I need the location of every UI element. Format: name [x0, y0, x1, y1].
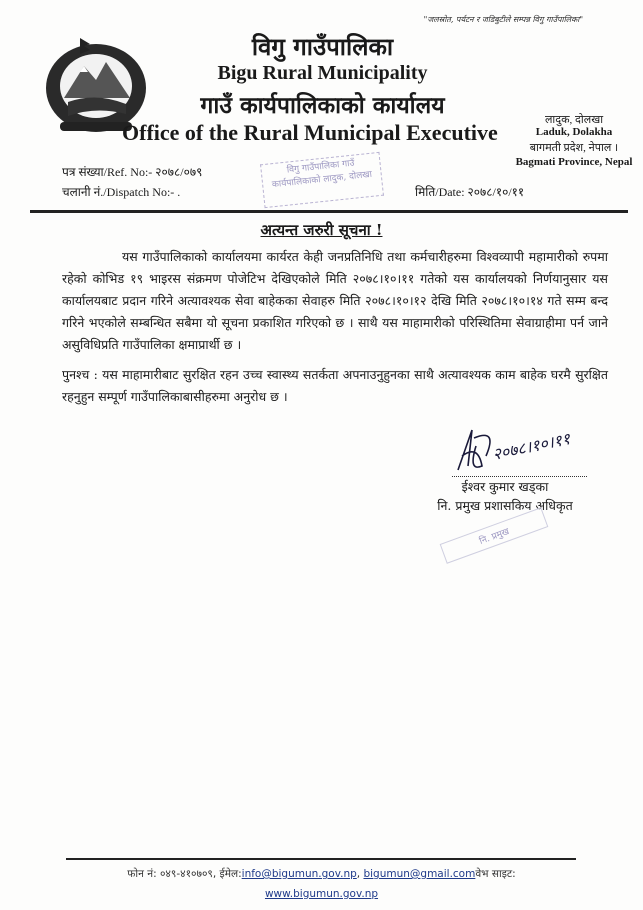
signature-block: [400, 426, 610, 546]
address-line: लादुक, दोलखा: [544, 114, 604, 126]
footer-web-label: वेभ साइट:: [475, 868, 516, 880]
designation-stamp: नि. प्रमुख: [440, 507, 549, 564]
footer-contact: [0, 864, 643, 904]
signatory-name: ईश्वर कुमार खड्का: [461, 479, 549, 494]
office-nepali: गाउँ कार्यपालिकाको कार्यालय: [200, 92, 445, 119]
office-english: Office of the Rural Municipal Executive: [122, 120, 498, 145]
footer-separator: ,: [356, 868, 364, 880]
footer-divider: [66, 858, 576, 860]
dispatch-number: चलानी नं./Dispatch No:- .: [62, 185, 181, 199]
title-english: Bigu Rural Municipality: [217, 62, 428, 84]
website-link[interactable]: www.bigumun.gov.np: [264, 888, 379, 900]
notice-paragraph: यस गाउँपालिकाको कार्यालयमा कार्यरत केही जनप्रतिनिधि तथा कर्मचारीहरुमा विश्वव्यापी महामारीको रुपमा रहेको कोभिड १९ भाइरस संक्रमण पोजेटिभ देखिएकोले मिति २०७८।१०।११ गतेको यस कार्यालयको निर्णयानुसार यस कार्यालयबाट प्रदान गरिने अत्यावश्यक सेवा बाहेकका सेवाहरु मिति २०७८।१०।१२ देखि मिति २०७८।१०।१४ गते सम्म बन्द गरिने भएकोले सम्बन्धित सबैमा यो सूचना प्रकाशित गरिएको छ । साथै यस माहामारीको परिस्थितिमा सेवाग्राहीमा पर्न जाने असुविधिप्रति गाउँपालिका क्षमाप्रार्थी छ ।: [62, 249, 608, 352]
header-divider: [30, 210, 628, 213]
letter-date: मिति/Date: २०७८/१०/११: [415, 185, 525, 199]
motto: "जलस्रोत, पर्यटन र जडिबुटीले सम्पन्न विगु गाउँपालिका": [423, 15, 583, 24]
address-line: Bagmati Province, Nepal: [515, 156, 633, 168]
address-line: बागमती प्रदेश, नेपाल ।: [529, 142, 619, 154]
signatory-designation: नि. प्रमुख प्रशासकिय अधिकृत: [437, 498, 573, 513]
email-link-info[interactable]: info@bigumun.gov.np: [241, 868, 357, 880]
email-link-gmail[interactable]: bigumun@gmail.com: [363, 868, 476, 880]
title-nepali: विगु गाउँपालिका: [251, 32, 394, 61]
signature-date: २०७८।१०।११: [490, 428, 572, 464]
handwritten-signature: [438, 426, 588, 476]
office-stamp: विगु गाउँपालिका गाउँ कार्यपालिकाको लादुक, दोलखा: [260, 152, 384, 208]
reference-number: पत्र संख्या/Ref. No:- २०७८/०७९: [62, 165, 203, 179]
postscript-paragraph: पुनश्च : यस माहामारीबाट सुरक्षित रहन उच्च स्वास्थ्य सतर्कता अपनाउनुहुनका साथै अत्यावश्यक काम बाहेक घरमै सुरक्षित रहनुहुन सम्पूर्ण गाउँपालिकाबासीहरुमा अनुरोध छ ।: [62, 367, 608, 404]
notice-heading: अत्यन्त जरुरी सूचना !: [260, 221, 383, 239]
notice-body: [62, 246, 608, 546]
address-line: Laduk, Dolakha: [535, 126, 613, 138]
footer-phone: फोन नं: ०४९-४१०७०९, ईमेल:: [127, 868, 242, 880]
